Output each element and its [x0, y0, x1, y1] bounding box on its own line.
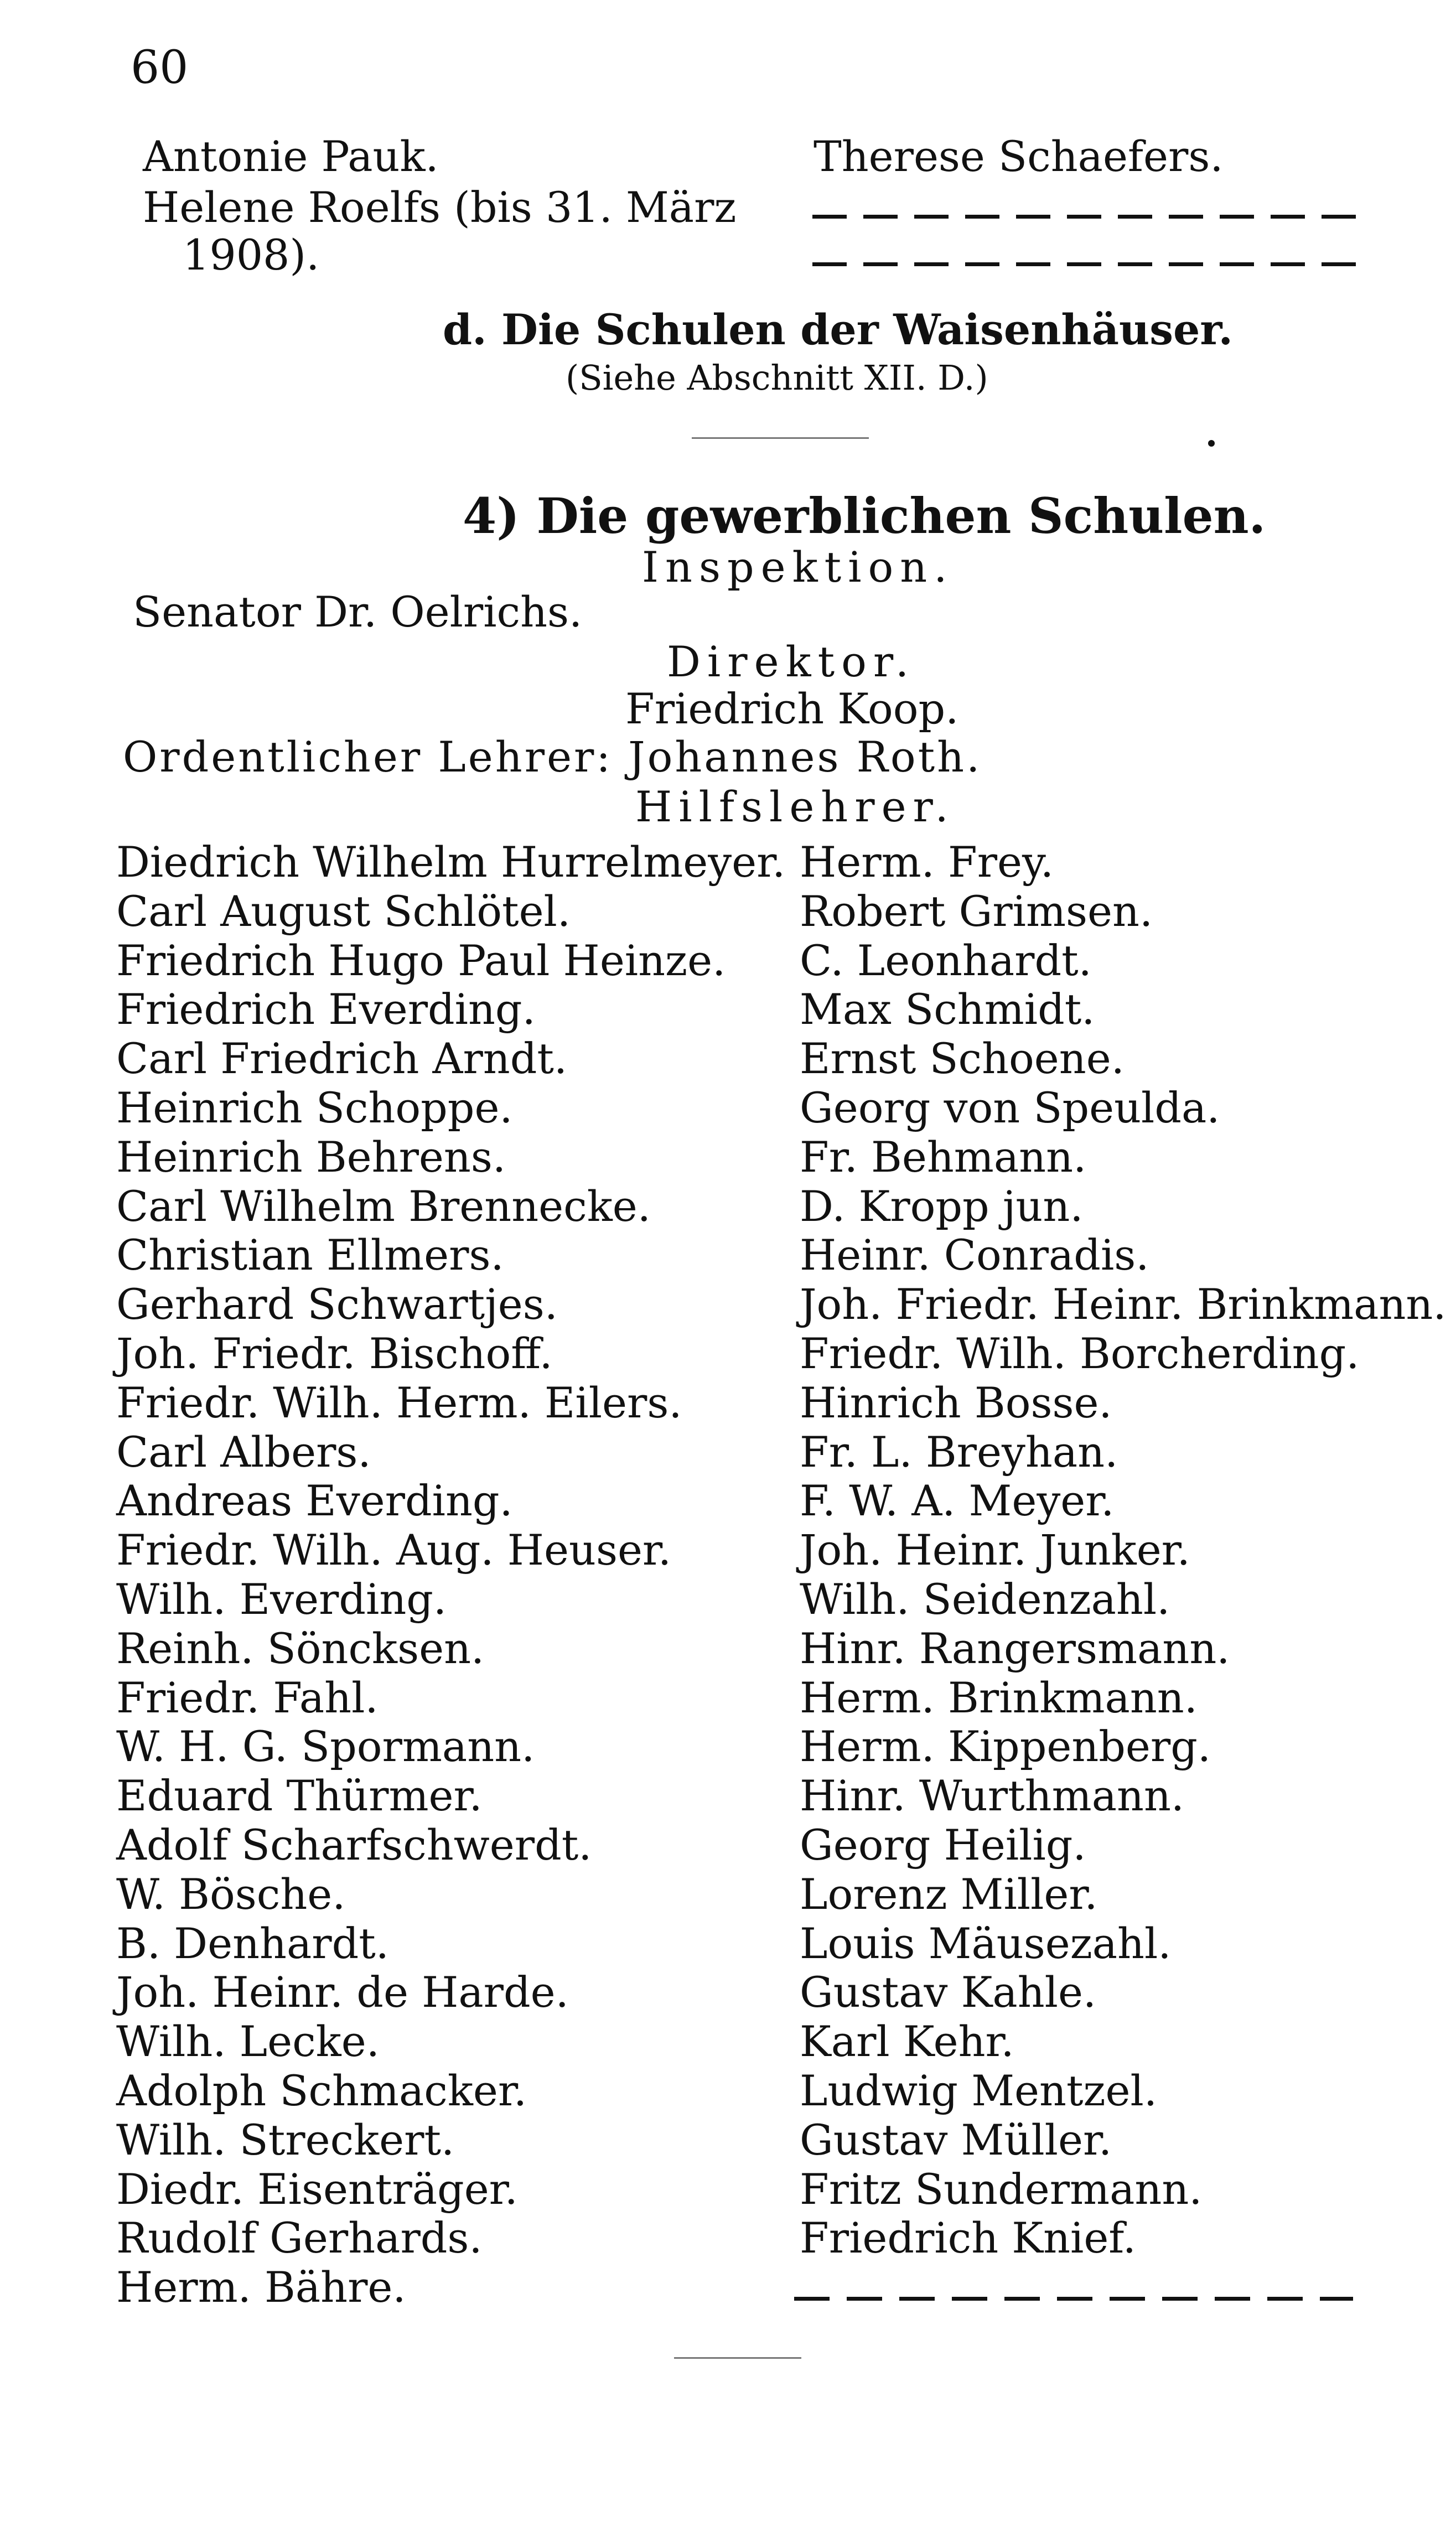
list-item: Ludwig Mentzel. [800, 2065, 1157, 2115]
list-item: Fritz Sundermann. [800, 2164, 1203, 2214]
list-item: Adolf Scharfschwerdt. [116, 1820, 592, 1870]
director-heading: Direktor. [667, 637, 916, 686]
list-item: Eduard Thürmer. [116, 1771, 483, 1821]
list-item: Wilh. Everding. [116, 1574, 447, 1624]
list-item: Carl Friedrich Arndt. [116, 1034, 568, 1084]
list-item: Herm. Kippenberg. [800, 1722, 1211, 1772]
list-item: Heinrich Behrens. [116, 1132, 506, 1182]
regular-teacher-line: Ordentlicher Lehrer: Johannes Roth. [123, 732, 982, 781]
list-item: Joh. Friedr. Heinr. Brinkmann. [800, 1280, 1447, 1329]
list-item: Karl Kehr. [800, 2017, 1014, 2067]
assistants-heading: Hilfslehrer. [635, 782, 955, 831]
list-item: Fr. L. Breyhan. [800, 1427, 1118, 1477]
list-item: B. Denhardt. [116, 1918, 389, 1968]
list-item: Max Schmidt. [800, 985, 1095, 1034]
list-item: Lorenz Miller. [800, 1869, 1098, 1919]
print-speck [1208, 440, 1215, 447]
section-d-title-text: d. Die Schulen der Waisenhäuser. [443, 305, 1233, 354]
list-item: Diedr. Eisenträger. [116, 2164, 518, 2214]
assistants-left-column [116, 838, 785, 2312]
list-item: F. W. A. Meyer. [800, 1476, 1115, 1526]
list-item: Friedr. Wilh. Aug. Heuser. [116, 1525, 672, 1575]
section-divider-1 [692, 437, 869, 439]
list-item: Andreas Everding. [116, 1476, 513, 1526]
inspection-heading: Inspektion. [642, 542, 954, 592]
list-item: Gustav Kahle. [800, 1968, 1097, 2017]
list-item: Georg von Speulda. [800, 1083, 1220, 1132]
list-item: Wilh. Seidenzahl. [800, 1574, 1170, 1624]
list-item: Herm. Bähre. [116, 2262, 406, 2312]
section-d-note: (Siehe Abschnitt XII. D.) [566, 358, 988, 398]
list-item: Reinh. Söncksen. [116, 1623, 485, 1673]
list-item: Friedrich Knief. [800, 2213, 1136, 2263]
list-item: Heinrich Schoppe. [116, 1083, 513, 1132]
list-item: Hinr. Rangersmann. [800, 1623, 1230, 1673]
list-item: Wilh. Lecke. [116, 2017, 380, 2067]
top-right-name-1: Therese Schaefers. [814, 132, 1224, 181]
top-left-name-1: Antonie Pauk. [143, 132, 439, 181]
list-item: D. Kropp jun. [800, 1181, 1084, 1231]
list-item: Adolph Schmacker. [116, 2065, 527, 2115]
list-item: W. Bösche. [116, 1869, 346, 1919]
list-item: Friedr. Wilh. Herm. Eilers. [116, 1378, 682, 1427]
assistants-right-column [800, 838, 1447, 2263]
list-item: Christian Ellmers. [116, 1230, 504, 1280]
list-item: Friedrich Everding. [116, 985, 536, 1034]
list-item: C. Leonhardt. [800, 935, 1092, 985]
list-item: W. H. G. Spormann. [116, 1722, 535, 1772]
list-item: Ernst Schoene. [800, 1034, 1125, 1084]
list-item: Louis Mäusezahl. [800, 1918, 1172, 1968]
inspector-name: Senator Dr. Oelrichs. [133, 587, 583, 636]
director-name: Friedrich Koop. [625, 684, 959, 733]
section-4-title: 4) Die gewerblichen Schulen. [463, 487, 1266, 545]
list-item: Herm. Brinkmann. [800, 1673, 1198, 1722]
list-item: Robert Grimsen. [800, 886, 1153, 936]
top-left-name-2-continued: 1908). [183, 230, 320, 279]
list-item: Carl August Schlötel. [116, 886, 571, 936]
list-item: Friedr. Wilh. Borcherding. [800, 1328, 1360, 1378]
section-d-title [443, 305, 1233, 354]
list-item: Friedr. Fahl. [116, 1673, 379, 1722]
list-item: Herm. Frey. [800, 837, 1054, 887]
list-item: Carl Wilhelm Brennecke. [116, 1181, 651, 1231]
page-number: 60 [131, 42, 189, 94]
list-item: Friedrich Hugo Paul Heinze. [116, 935, 726, 985]
list-item: Wilh. Streckert. [116, 2115, 455, 2165]
end-divider [674, 2357, 801, 2359]
list-item: Rudolf Gerhards. [116, 2213, 483, 2263]
list-item: Gustav Müller. [800, 2115, 1112, 2165]
list-item: Fr. Behmann. [800, 1132, 1087, 1182]
list-item: Carl Albers. [116, 1427, 371, 1477]
top-left-name-2: Helene Roelfs (bis 31. März [143, 183, 737, 232]
list-item: Diedrich Wilhelm Hurrelmeyer. [116, 837, 786, 887]
list-item: Gerhard Schwartjes. [116, 1280, 558, 1329]
list-item: Heinr. Conradis. [800, 1230, 1149, 1280]
list-item: Hinrich Bosse. [800, 1378, 1112, 1427]
list-item: Joh. Heinr. de Harde. [116, 1968, 569, 2017]
list-item: Joh. Friedr. Bischoff. [116, 1328, 553, 1378]
list-item: Hinr. Wurthmann. [800, 1771, 1185, 1821]
list-item: Georg Heilig. [800, 1820, 1086, 1870]
list-item: Joh. Heinr. Junker. [800, 1525, 1190, 1575]
